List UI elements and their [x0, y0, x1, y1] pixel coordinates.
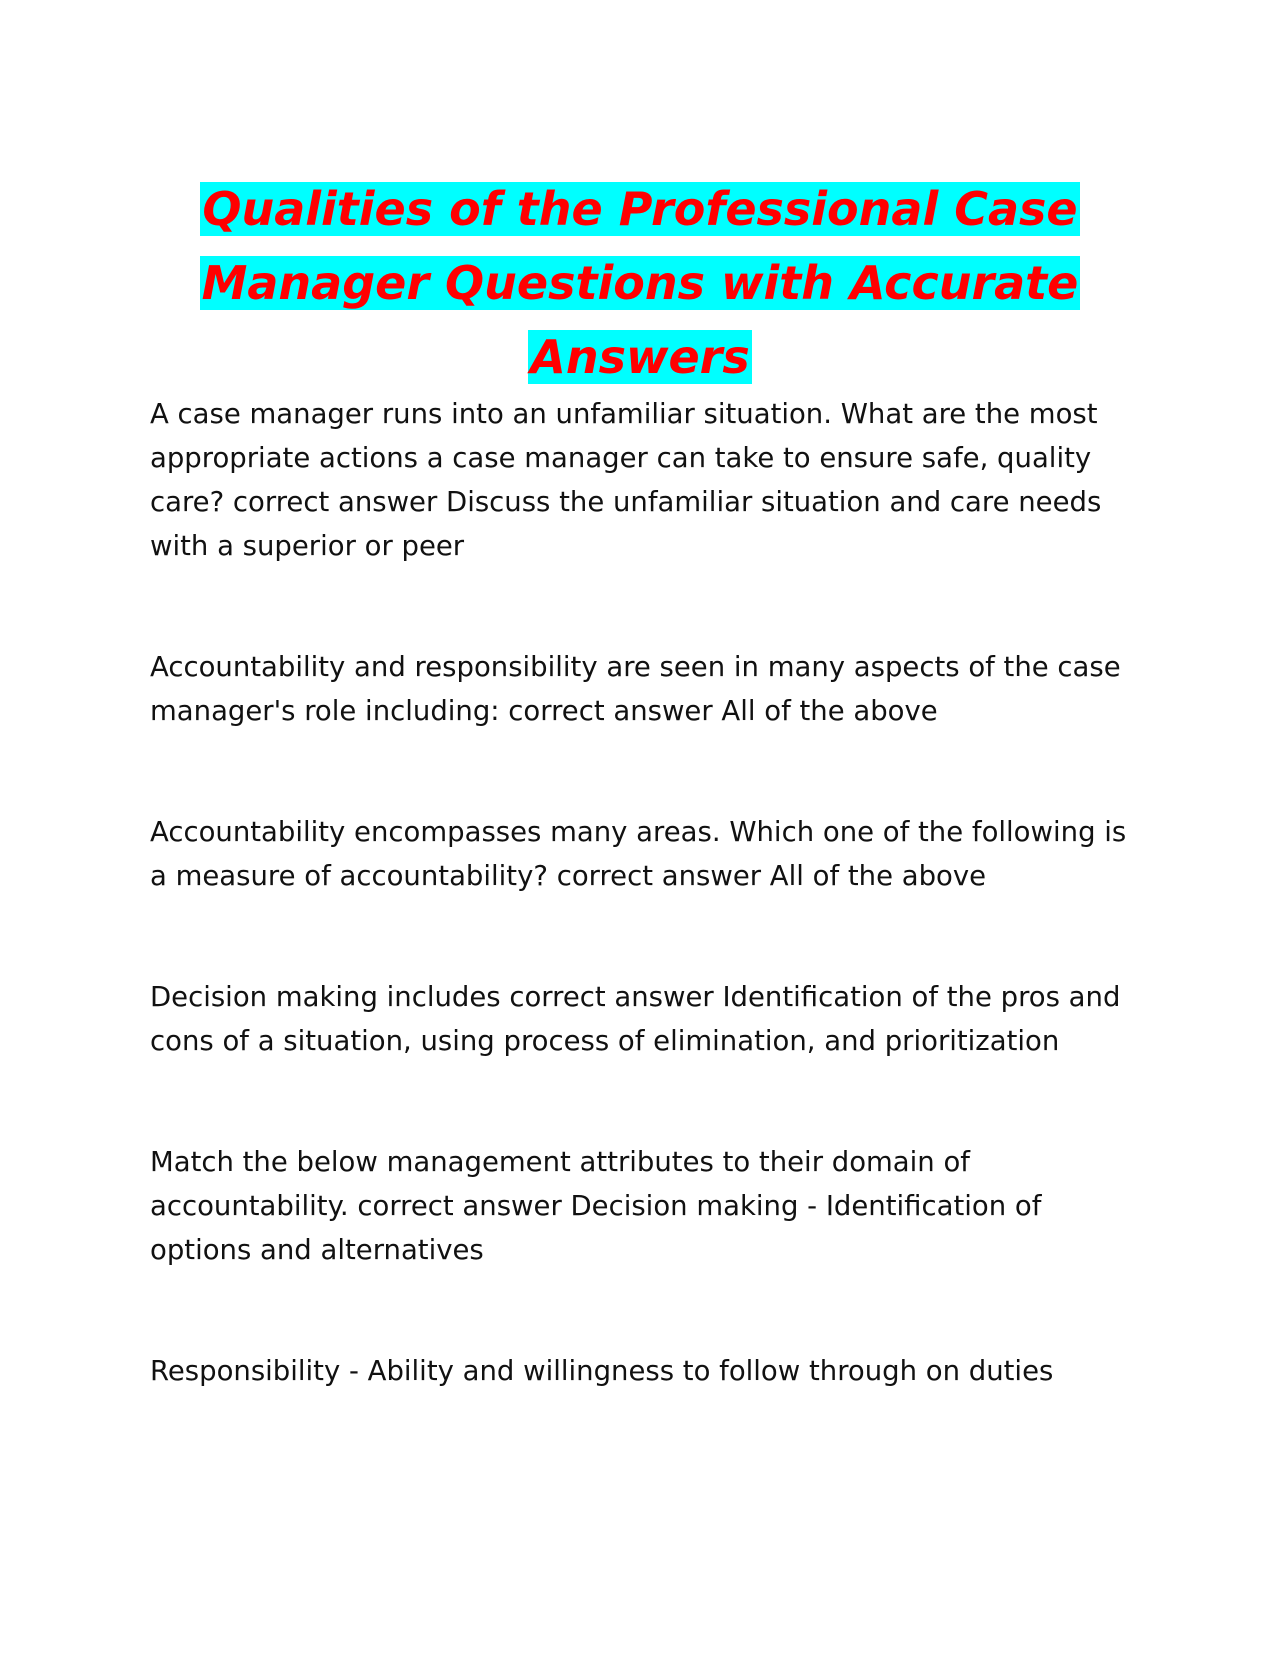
document-title: [150, 172, 1130, 394]
qa-paragraph-5: Match the below management attributes to their domain of accountability. correct answer Decision making - Identification of options and alternatives: [150, 1146, 1042, 1266]
qa-paragraph-1: A case manager runs into an unfamiliar situation. What are the most appropriate actions a case manager can take to ensure safe, quality care? correct answer Discuss the unfamiliar situation and care needs with a superior or peer: [150, 398, 1102, 562]
title-line-1: [150, 172, 1130, 246]
title-line-1-text: Qualities of the Professional Case: [202, 182, 1078, 236]
title-line-2-text: Manager Questions with Accurate: [201, 256, 1079, 310]
qa-paragraph-3: Accountability encompasses many areas. Which one of the following is a measure of accountability? correct answer All of the above: [150, 816, 1127, 892]
title-line-3: [150, 320, 1130, 394]
document-body: [150, 392, 1135, 1393]
qa-paragraph-4: Decision making includes correct answer Identification of the pros and cons of a situation, using process of elimination, and prioritization: [150, 981, 1121, 1057]
title-line-3-text: Answers: [530, 330, 750, 384]
qa-paragraph-2: Accountability and responsibility are seen in many aspects of the case manager's role including: correct answer All of the above: [150, 651, 1121, 727]
title-line-2: [150, 246, 1130, 320]
qa-paragraph-6: Responsibility - Ability and willingness to follow through on duties: [150, 1355, 1054, 1387]
